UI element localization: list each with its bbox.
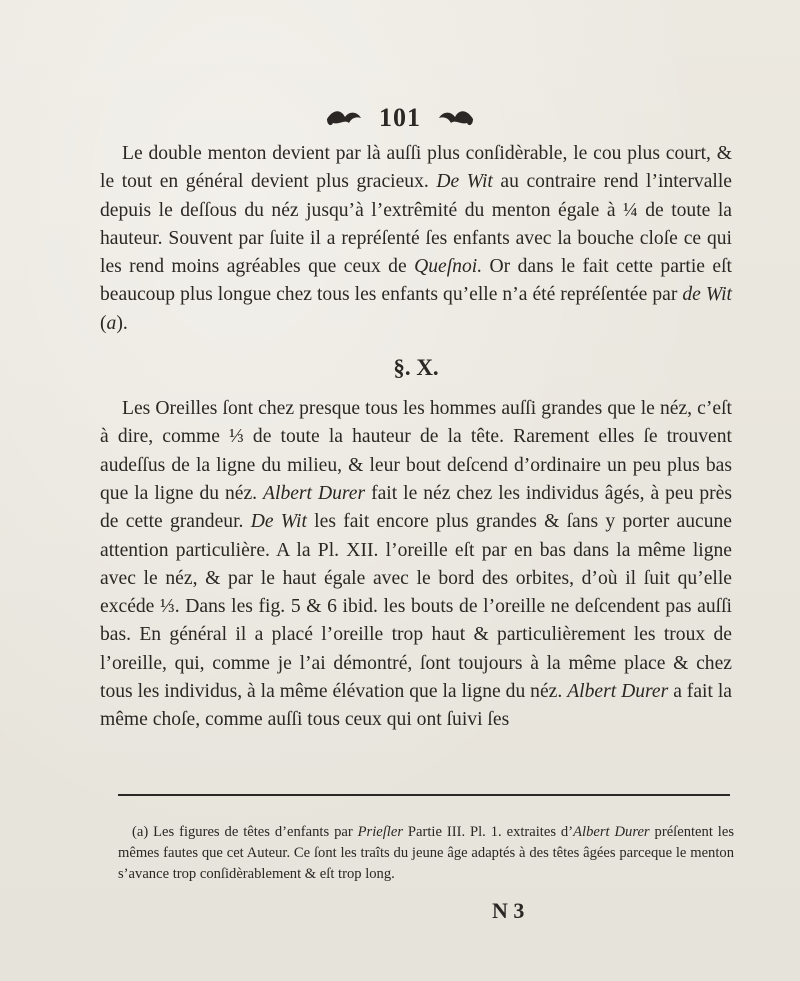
italic-name: Albert Durer <box>573 824 650 840</box>
text-run: ( <box>100 312 107 334</box>
text-run: Le double menton devient par là auſſi plus conſidèrable, le cou plus court, & le tout en général devient plus gracieux. <box>100 143 732 193</box>
paragraph-1 <box>100 140 732 338</box>
footnote-rule <box>118 794 730 796</box>
italic-name: Prieſler <box>357 824 404 840</box>
italic-name: Albert Durer <box>263 482 366 504</box>
text-run: ). <box>116 312 128 334</box>
page-header <box>0 98 800 138</box>
italic-name: Albert Durer <box>567 681 669 703</box>
fleuron-right-icon <box>437 107 475 129</box>
text-run: Partie III. Pl. 1. extraites d’ <box>403 824 574 840</box>
paragraph-2 <box>100 395 732 735</box>
text-run: Les Oreilles ſont chez presque tous les hommes auſſi grandes que le néz, c’eſt à dire, comme ⅓ de toute la hauteur de la tête. Rarement elles ſe trouvent audeſſus de la ligne du milieu, & leur bout deſcend d’ordinaire un peu plus bas que la ligne du néz. <box>100 398 732 504</box>
text-run: préſentent les mêmes fautes que cet Auteur. Ce ſont les traîts du jeune âge adaptés à des têtes âgées parceque le menton s’avance trop conſidèrablement & eſt trop long. <box>118 824 734 882</box>
signature-mark: N 3 <box>492 898 525 923</box>
text-run: a fait la même choſe, comme auſſi tous ceux qui ont ſuivi ſes <box>100 681 732 731</box>
text-run: Les figures de têtes d’enfants par <box>148 824 358 840</box>
italic-name: Queſnoi. <box>414 256 483 278</box>
section-heading: §. X. <box>393 355 439 381</box>
text-run: fait le néz chez les individus âgés, à peu près de cette grandeur. <box>100 482 732 533</box>
text-run: les fait encore plus grandes & ſans y porter aucune attention particulière. A la Pl. XII. l’oreille eſt par en bas dans la même ligne avec le néz, & par le haut égale avec le bord des orbites, d’où il ſuit qu’elle excéde ⅓. Dans les fig. 5 & 6 ibid. les bouts de l’oreille ne deſcendent pas auſſi bas. En général il a placé l’oreille trop haut & particulièrement les troux de l’oreille, qui, comme je l’ai démontré, ſont toujours à la même place & chez tous les individus, à la même élévation que la ligne du néz. <box>100 511 732 703</box>
footnote <box>118 822 734 885</box>
footnote-ref: a <box>106 312 117 334</box>
main-text <box>100 140 732 735</box>
italic-name: de Wit <box>682 284 732 306</box>
fleuron-left-icon <box>325 107 363 129</box>
text-run: Or dans le fait cette partie eſt beaucoup plus longue chez tous les enfants qu’elle n’a été repréſentée par <box>100 256 732 306</box>
footnote-mark: (a) <box>132 824 149 840</box>
text-run: au contraire rend l’intervalle depuis le deſſous du néz jusqu’à l’extrêmité du menton égale à ¼ de toute la hauteur. Souvent par ſuite il a repréſenté ſes enfants avec la bouche cloſe ce qui les rend moins agréables que ceux de <box>100 171 732 278</box>
italic-name: De Wit <box>250 511 307 533</box>
italic-name: De Wit <box>436 171 493 193</box>
page-number: 101 <box>379 103 421 132</box>
